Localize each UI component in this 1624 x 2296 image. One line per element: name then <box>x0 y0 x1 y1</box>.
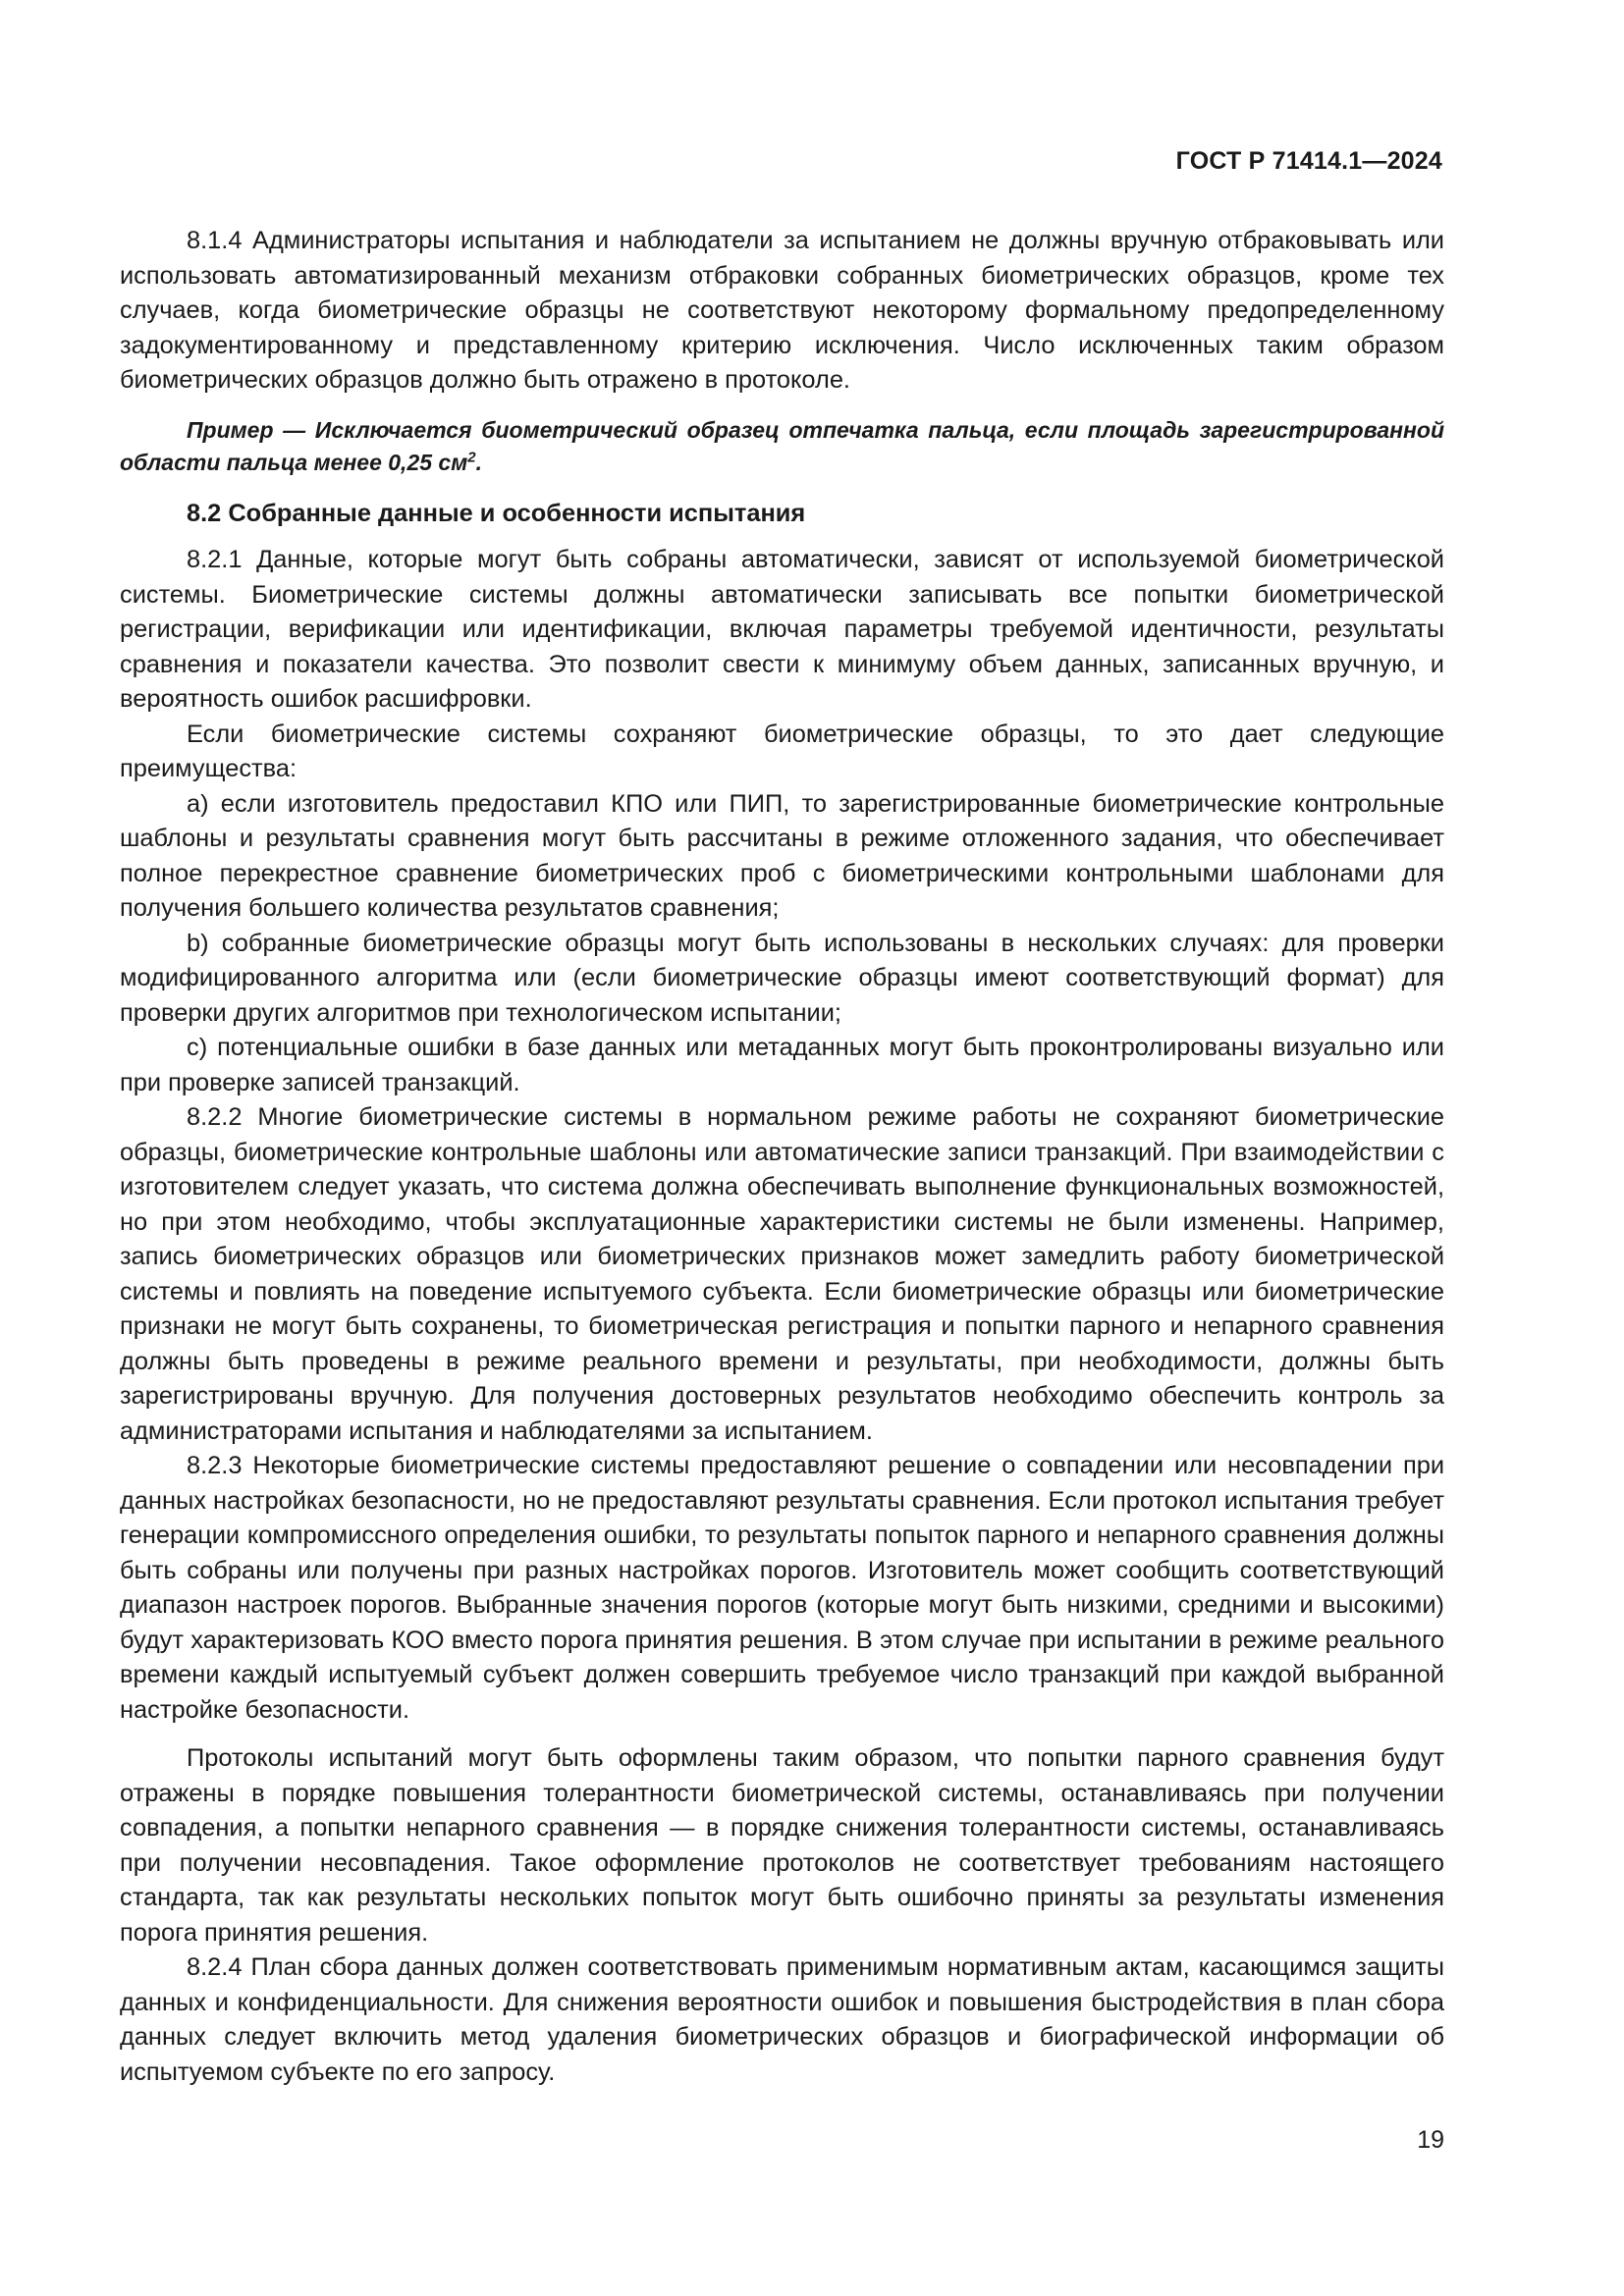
paragraph-8-2-1: 8.2.1 Данные, которые могут быть собраны автоматически, зависят от используемой биометрической системы. Биометрические системы должны автоматически записывать все попытки биометрической регистрации, верификации или идентификации, включая параметры требуемой идентичности, результаты сравнения и показатели качества. Это позволит свести к минимуму объем данных, записанных вручную, и вероятность ошибок расшифровки. <box>120 546 1444 713</box>
paragraph-8-2-4: 8.2.4 План сбора данных должен соответствовать применимым нормативным актам, касающимся защиты данных и конфиденциальности. Для снижения вероятности ошибок и повышения быстродействия в план сбора данных следует включить метод удаления биометрических образцов и биографической информации об испытуемом субъекте по его запросу. <box>120 1953 1444 2086</box>
list-item-c: c) потенциальные ошибки в базе данных или метаданных могут быть проконтролированы визуально или при проверке записей транзакций. <box>120 1034 1444 1096</box>
page-number: 19 <box>1417 2126 1444 2154</box>
example-end: . <box>475 449 482 475</box>
section-heading-8-2: 8.2 Собранные данные и особенности испытания <box>187 499 806 527</box>
document-header: ГОСТ Р 71414.1—2024 <box>1175 147 1442 175</box>
paragraph-8-1-4: 8.1.4 Администраторы испытания и наблюдатели за испытанием не должны вручную отбраковывать или использовать автоматизированный механизм отбраковки собранных биометрических образцов, кроме тех случаев, когда биометрические образцы не соответствуют некоторому формальному предопределенному задокументированному и представленному критерию исключения. Число исключенных таким образом биометрических образцов должно быть отражено в протоколе. <box>120 227 1444 394</box>
list-item-b: b) собранные биометрические образцы могут быть использованы в нескольких случаях: для проверки модифицированного алгоритма или (если биометрические образцы имеют соответствующий формат) для проверки других алгоритмов при технологическом испытании; <box>120 929 1444 1027</box>
example-note <box>120 414 1444 479</box>
paragraph-protocols: Протоколы испытаний могут быть оформлены таким образом, что попытки парного сравнения будут отражены в порядке повышения толерантности биометрической системы, останавливаясь при получении совпадения, а попытки непарного сравнения — в порядке снижения толерантности системы, останавливаясь при получении несовпадения. Такое оформление протоколов не соответствует требованиям настоящего стандарта, так как результаты нескольких попыток могут быть ошибочно приняты за результаты изменения порога принятия решения. <box>120 1744 1444 1947</box>
document-body <box>120 224 1444 2090</box>
paragraph-8-2-2: 8.2.2 Многие биометрические системы в нормальном режиме работы не сохраняют биометрические образцы, биометрические контрольные шаблоны или автоматические записи транзакций. При взаимодействии с изготовителем следует указать, что система должна обеспечивать выполнение функциональных возможностей, но при этом необходимо, чтобы эксплуатационные характеристики системы не были изменены. Например, запись биометрических образцов или биометрических признаков может замедлить работу биометрической системы и повлиять на поведение испытуемого субъекта. Если биометрические образцы или биометрические признаки не могут быть сохранены, то биометрическая регистрация и попытки парного и непарного сравнения должны быть проведены в режиме реального времени и результаты, при необходимости, должны быть зарегистрированы вручную. Для получения достоверных результатов необходимо обеспечить контроль за администраторами испытания и наблюдателями за испытанием. <box>120 1103 1444 1445</box>
example-text: Пример — Исключается биометрический образец отпечатка пальца, если площадь зарегистрированной области пальца менее 0,25 см <box>120 416 1444 475</box>
paragraph-advantages: Если биометрические системы сохраняют биометрические образцы, то это дает следующие преимущества: <box>120 720 1444 782</box>
paragraph-8-2-3: 8.2.3 Некоторые биометрические системы предоставляют решение о совпадении или несовпадении при данных настройках безопасности, но не предоставляют результаты сравнения. Если протокол испытания требует генерации компромиссного определения ошибки, то результаты попыток парного и непарного сравнения должны быть собраны или получены при разных настройках порогов. Изготовитель может сообщить соответствующий диапазон настроек порогов. Выбранные значения порогов (которые могут быть низкими, средними и высокими) будут характеризовать КОО вместо порога принятия решения. В этом случае при испытании в режиме реального времени каждый испытуемый субъект должен совершить требуемое число транзакций при каждой выбранной настройке безопасности. <box>120 1452 1444 1724</box>
list-item-a: a) если изготовитель предоставил КПО или ПИП, то зарегистрированные биометрические контрольные шаблоны и результаты сравнения могут быть рассчитаны в режиме отложенного задания, что обеспечивает полное перекрестное сравнение биометрических проб с биометрическими контрольными шаблонами для получения большего количества результатов сравнения; <box>120 789 1444 922</box>
example-superscript: 2 <box>467 448 476 465</box>
